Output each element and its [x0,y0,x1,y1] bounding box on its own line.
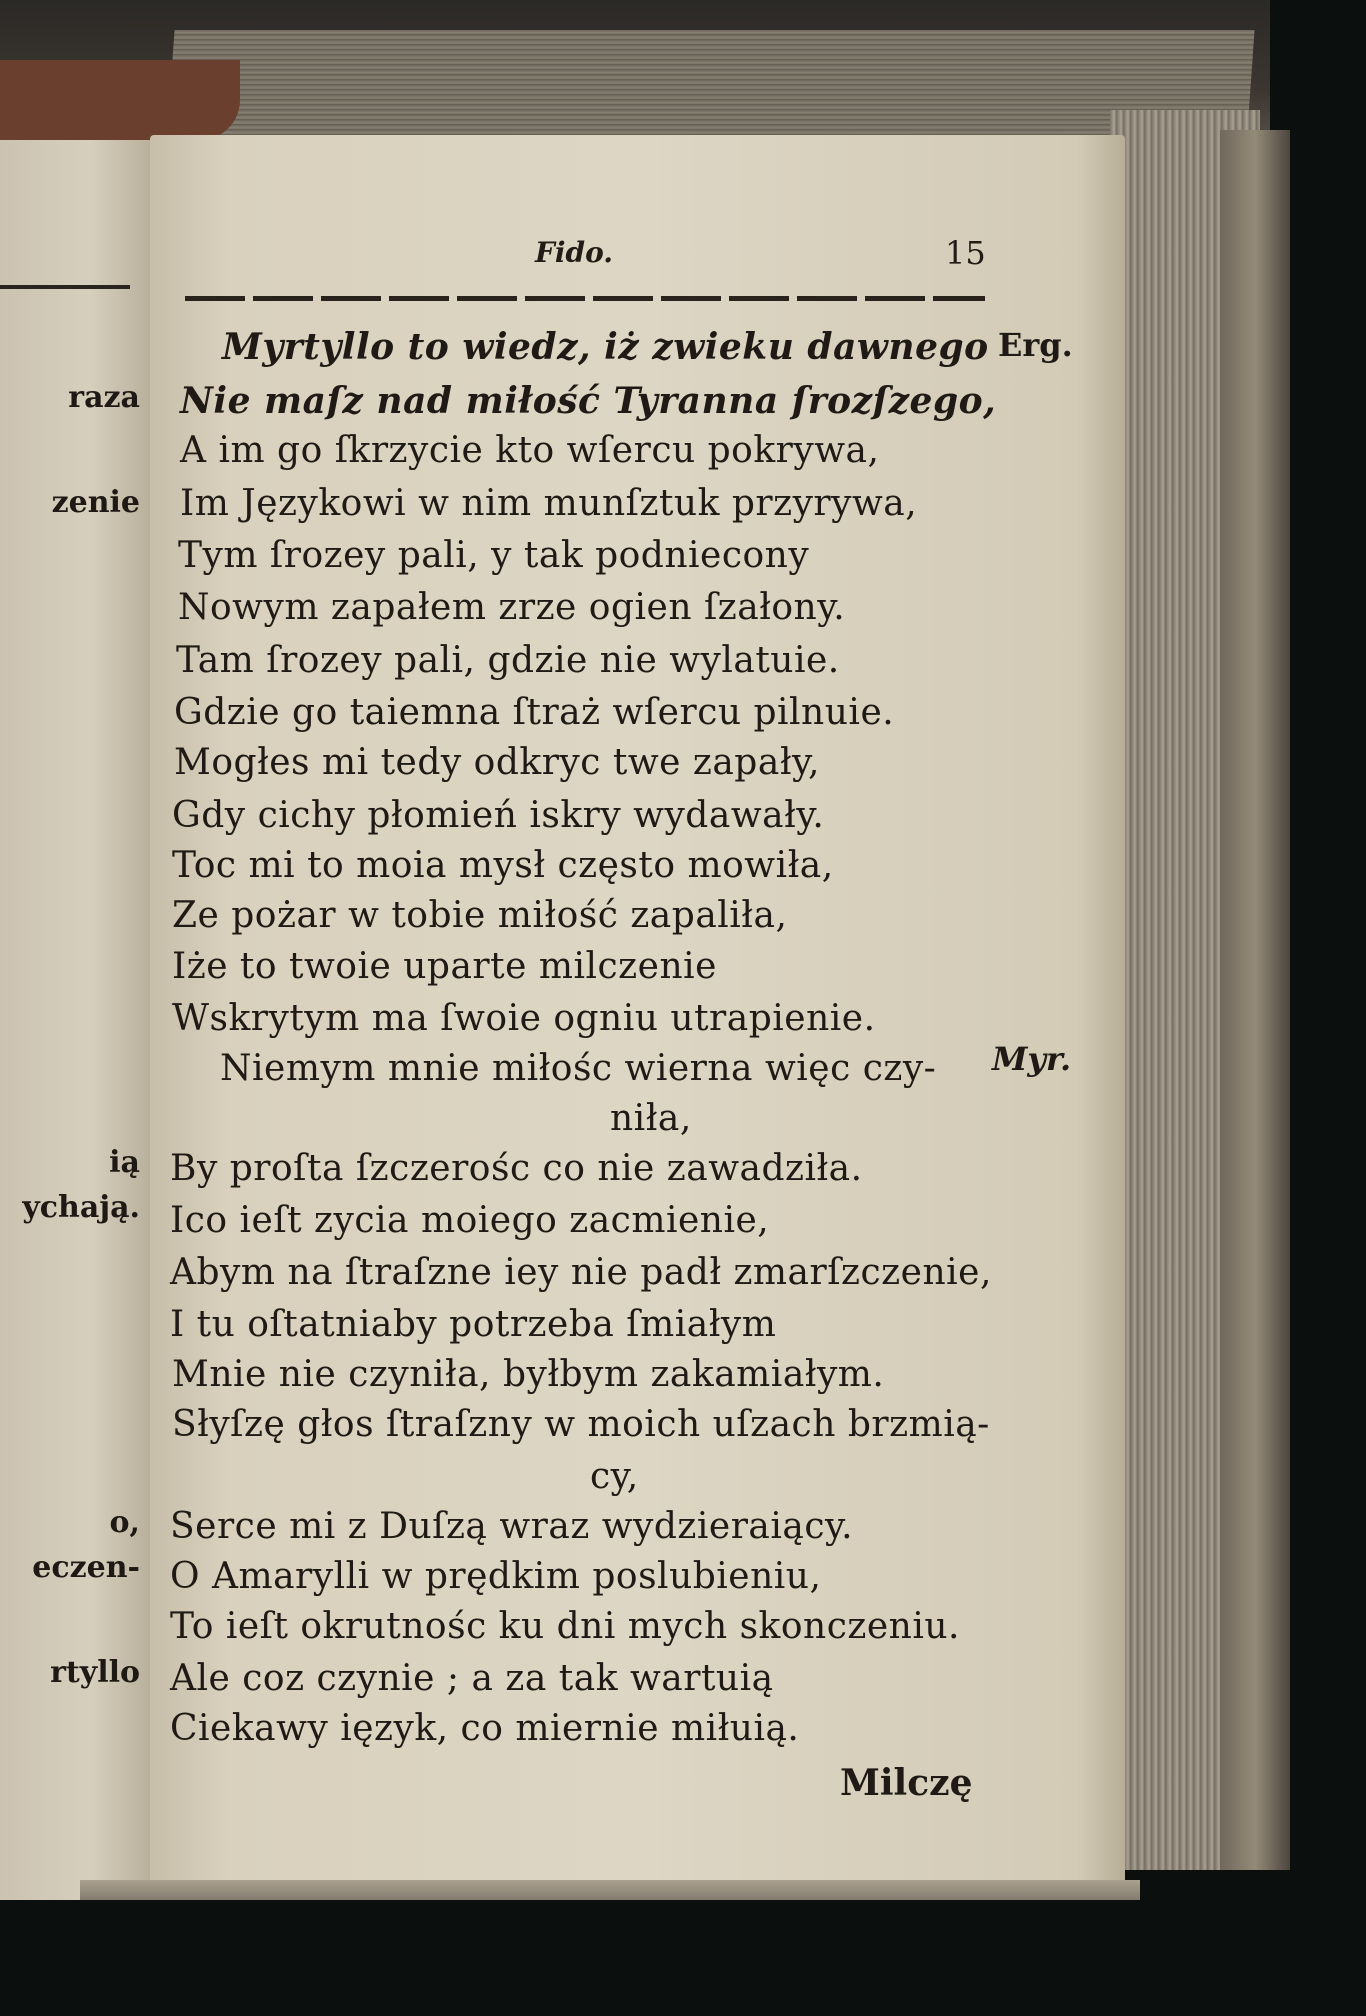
verse-line: Mogłes mi tedy odkryc twe zapały, [174,742,820,783]
speaker-erg: Erg. [998,326,1073,364]
book-cover-right [1220,130,1290,1870]
verse-line: Wskrytym ma ſwoie ogniu utrapienie. [172,998,876,1039]
verse-line: Im Językowi w nim munſztuk przyrywa, [180,483,918,524]
catchword: Milczę [840,1762,973,1804]
verse-line: niła, [610,1098,692,1139]
left-fragment: ią [109,1145,140,1180]
left-fragment: zenie [51,485,140,520]
verse-line: Toc mi to moia mysł często mowiła, [172,845,834,886]
head-rule [185,296,985,301]
left-fragment: raza [68,380,140,415]
left-fragment: o, [109,1505,140,1540]
verse-line: A im go ſkrzycie kto wſercu pokrywa, [180,430,880,471]
verse-line: Ze pożar w tobie miłość zapaliła, [172,895,788,936]
speaker-myr: Myr. [992,1040,1072,1078]
verse-line: Gdzie go taiemna ſtraż wſercu pilnuie. [174,692,895,733]
left-head-rule [0,285,130,289]
verse-line: Abym na ſtraſzne iey nie padł zmarſzczenie, [170,1252,992,1293]
verse-line: By proſta ſzczerośc co nie zawadziła. [170,1148,863,1189]
verse-line: Nie maſz nad miłość Tyranna ſrozſzego, [180,380,997,422]
leather-binding [0,60,240,140]
verse-line: Iże to twoie uparte milczenie [172,946,717,987]
verse-line: Ale coz czynie ; a za tak wartuią [170,1658,774,1699]
left-fragment: eczen- [32,1550,140,1585]
page-number: 15 [945,234,986,272]
verse-line: Gdy cichy płomień iskry wydawały. [172,795,825,836]
verse-line: Słyſzę głos ſtraſzny w moich uſzach brzmią- [172,1404,990,1445]
verse-line: I tu oſtatniaby potrzeba ſmiałym [170,1304,777,1345]
verse-line: Serce mi z Duſzą wraz wydzieraiący. [170,1506,854,1547]
verse-line: Myrtyllo to wiedz, iż zwieku dawnego [222,326,989,368]
verse-line: To ieſt okrutnośc ku dni mych skonczeniu. [170,1606,960,1647]
running-head: Fido. [535,236,614,269]
verse-line: Ciekawy ięzyk, co miernie miłuią. [170,1708,800,1749]
left-fragment: ychają. [22,1190,140,1225]
verse-line: Nowym zapałem zrze ogien ſzałony. [178,587,846,628]
left-fragment: rtyllo [50,1655,140,1690]
verse-line: Tam ſrozey pali, gdzie nie wylatuie. [176,640,840,681]
verse-line: Tym ſrozey pali, y tak podniecony [178,535,810,576]
verse-line: Mnie nie czyniła, byłbym zakamiałym. [172,1354,885,1395]
left-page [0,140,150,1910]
verse-line: O Amarylli w prędkim poslubieniu, [170,1556,822,1597]
verse-line: Niemym mnie miłośc wierna więc czy- [220,1048,937,1089]
verse-line: Ico ieſt zycia moiego zacmienie, [170,1200,770,1241]
verse-line: cy, [590,1456,639,1497]
background-shadow [0,1900,1366,2016]
